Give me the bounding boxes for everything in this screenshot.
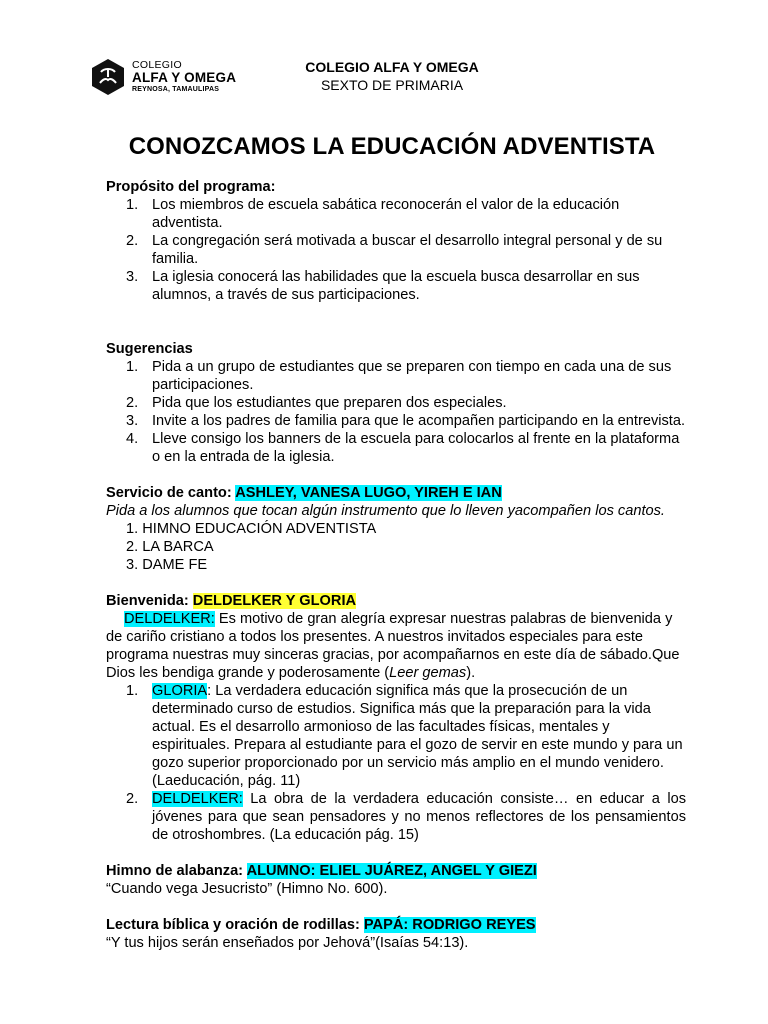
reading-heading: Lectura bíblica y oración de rodillas: PAPÁ: RODRIGO REYES [106, 917, 536, 933]
speaker-label: DELDELKER: [124, 611, 215, 627]
song-item: 2. LA BARCA [126, 539, 214, 555]
song-item: 1. HIMNO EDUCACIÓN ADVENTISTA [126, 521, 377, 537]
reading-line: “Y tus hijos serán enseñados por Jehová”(Isaías 54:13). [106, 935, 469, 951]
logo-line-2: ALFA Y OMEGA [132, 70, 237, 85]
purpose-list [106, 196, 686, 304]
hymn-heading: Himno de alabanza: ALUMNO: ELIEL JUÁREZ, ANGEL Y GIEZI [106, 863, 537, 879]
suggestions-heading: Sugerencias [106, 341, 193, 357]
welcome-people: DELDELKER Y GLORIA [192, 593, 357, 609]
list-item: 2. Pida que los estudiantes que preparen dos especiales. [126, 395, 507, 411]
speaker-label: DELDELKER: [152, 791, 243, 807]
song-service-people: ASHLEY, VANESA LUGO, YIREH E IAN [235, 485, 502, 501]
welcome-speech: DELDELKER: Es motivo de gran alegría expresar nuestras palabras de bienvenida y de cariño cristiano a todos los presentes. A nuestros invitados especiales para este programa nuestras muy sinceras gracias, por acompañarnos en este día de sábado.Que Dios les bendiga grande y poderosamente (Leer gemas). [106, 611, 680, 681]
song-item: 3. DAME FE [126, 557, 208, 573]
logo-line-3: REYNOSA, TAMAULIPAS [132, 86, 220, 93]
reading-people: PAPÁ: RODRIGO REYES [363, 917, 536, 933]
list-item: 3. La iglesia conocerá las habilidades que la escuela busca desarrollar en sus alumnos, a través de sus participaciones. [126, 269, 640, 303]
list-item: 4. Lleve consigo los banners de la escuela para colocarlos al frente en la plataforma o en la entrada de la iglesia. [126, 431, 680, 465]
welcome-list [106, 682, 686, 844]
list-item: 1. GLORIA: La verdadera educación significa más que la prosecución de un determinado curso de estudios. Significa más que la preparación para la vida actual. Es el desarrollo armonioso de las facultades físicas, mentales y espirituales. Prepara al estudiante para el gozo de servir en este mundo y para un gozo superior proporcionado por un servicio más amplio en el mundo venidero. (Laeducación, pág. 11) [126, 683, 683, 789]
list-item: 2. DELDELKER: La obra de la verdadera educación consiste… en educar a los jóvenes para que sean pensadores y no menos reflectores de los pensamientos de otroshombres. (La educación pág. 15) [126, 791, 686, 843]
list-item: 1. Los miembros de escuela sabática reconocerán el valor de la educación adventista. [126, 197, 620, 231]
list-item: 3. Invite a los padres de familia para que le acompañen participando en la entrevista. [126, 413, 685, 429]
hymn-line: “Cuando vega Jesucristo” (Himno No. 600). [106, 881, 388, 897]
document-body [106, 178, 686, 952]
suggestions-list [106, 358, 686, 466]
song-service-heading: Servicio de canto: ASHLEY, VANESA LUGO, YIREH E IAN [106, 485, 502, 501]
speaker-label: GLORIA [152, 683, 208, 699]
purpose-heading: Propósito del programa: [106, 179, 276, 195]
grade-label: SEXTO DE PRIMARIA [320, 77, 464, 93]
song-service-note: Pida a los alumnos que tocan algún instrumento que lo lleven yacompañen los cantos. [106, 503, 665, 519]
page-title: CONOZCAMOS LA EDUCACIÓN ADVENTISTA [128, 133, 656, 160]
welcome-heading: Bienvenida: DELDELKER Y GLORIA [106, 593, 357, 609]
hymn-people: ALUMNO: ELIEL JUÁREZ, ANGEL Y GIEZI [246, 863, 537, 879]
school-name: COLEGIO ALFA Y OMEGA [305, 59, 479, 75]
list-item: 2. La congregación será motivada a buscar el desarrollo integral personal y de su familia. [126, 233, 663, 267]
list-item: 1. Pida a un grupo de estudiantes que se preparen con tiempo en cada una de sus participaciones. [126, 359, 672, 393]
logo-line-1: COLEGIO [132, 59, 182, 71]
